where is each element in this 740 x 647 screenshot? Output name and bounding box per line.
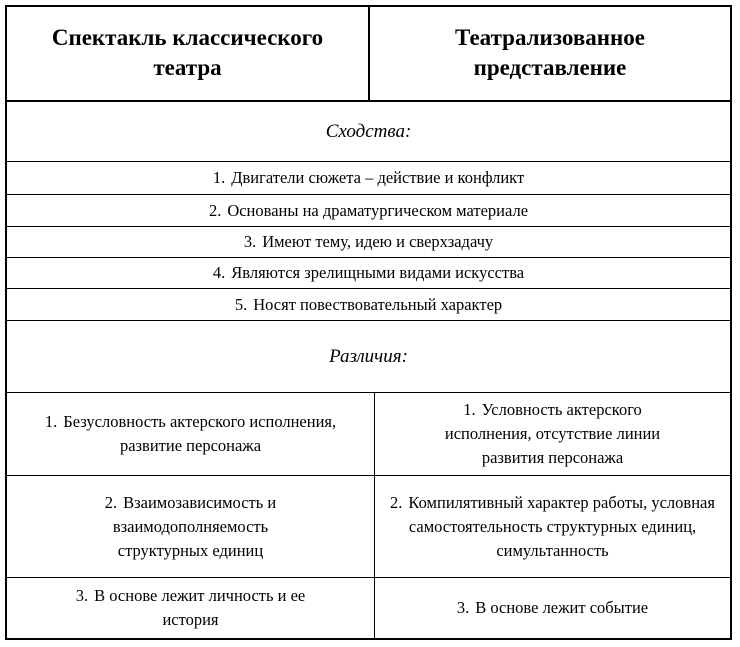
similarities-title-text: Сходства: (325, 120, 412, 142)
similarity-number: 1. (212, 168, 226, 187)
similarity-item-4 (7, 258, 730, 288)
similarity-text: Двигатели сюжета – действие и конфликт (231, 168, 525, 187)
similarity-text: Носят повествовательный характер (253, 294, 503, 314)
header-left-text: Спектакль классического театра (51, 25, 324, 80)
header-right (370, 7, 730, 99)
similarity-text: Имеют тему, идею и сверхзадачу (262, 232, 494, 251)
similarity-item-2 (7, 195, 730, 226)
differences-title (7, 321, 730, 392)
difference-text: Компилятивный характер работы, условная самостоятельность структурных единиц, симультанность (408, 492, 715, 560)
similarity-number: 4. (212, 263, 226, 282)
similarity-number: 5. (234, 294, 248, 314)
difference-left-2 (7, 476, 374, 577)
difference-text: Условность актерского исполнения, отсутствие линии развития персонажа (444, 400, 661, 467)
similarity-item-5 (7, 289, 730, 320)
similarity-number: 2. (208, 200, 222, 220)
difference-right-3 (375, 578, 730, 638)
difference-text: В основе лежит событие (475, 598, 649, 617)
header-right-text: Театрализованное представление (455, 25, 645, 80)
difference-number: 3. (75, 586, 89, 605)
similarity-text: Являются зрелищными видами искусства (231, 263, 525, 282)
difference-number: 1. (44, 412, 58, 431)
similarity-text: Основаны на драматургическом материале (227, 200, 529, 220)
difference-number: 3. (456, 598, 470, 617)
differences-title-text: Различия: (329, 345, 408, 367)
similarity-number: 3. (243, 232, 257, 251)
difference-text: Взаимозависимость и взаимодополняемость структурных единиц (112, 492, 277, 560)
difference-number: 1. (463, 400, 476, 419)
difference-number: 2. (390, 492, 403, 512)
difference-left-1 (7, 393, 374, 475)
difference-right-2 (375, 476, 730, 577)
similarities-title (7, 102, 730, 161)
similarity-item-3 (7, 227, 730, 257)
difference-right-1 (375, 393, 730, 475)
similarity-item-1 (7, 162, 730, 194)
difference-number: 2. (104, 492, 118, 512)
difference-text: Безусловность актерского исполнения, развитие персонажа (63, 412, 337, 455)
difference-text: В основе лежит личность и ее история (94, 586, 306, 629)
header-left (7, 7, 368, 99)
difference-left-3 (7, 578, 374, 638)
